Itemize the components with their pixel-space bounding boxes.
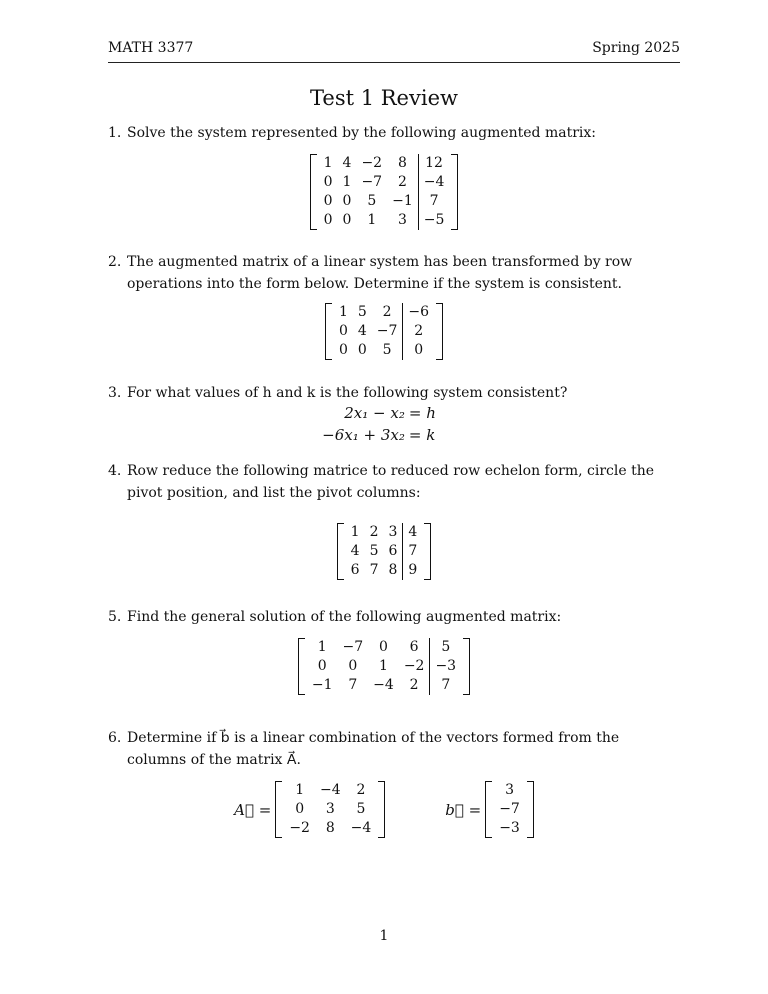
- matrix-entry: −1: [311, 677, 333, 693]
- matrix-entry: 1: [295, 782, 305, 798]
- matrix: [485, 781, 534, 838]
- matrix-entry: 0: [338, 323, 348, 339]
- problem-number: 1.: [108, 125, 122, 141]
- matrix-entry: 0: [379, 639, 388, 655]
- matrix-row: [307, 638, 461, 657]
- matrix-row: [494, 819, 525, 838]
- problem-5: [108, 606, 680, 628]
- problem-number: 5.: [108, 609, 122, 625]
- matrix-entry: 0: [342, 193, 352, 209]
- matrix-entry: 2: [397, 174, 407, 190]
- matrix-entry: 8: [325, 820, 335, 836]
- problem-2-matrix-block: [0, 303, 768, 360]
- problem-5-matrix-block: [0, 638, 768, 695]
- matrix-entry: 3: [325, 801, 335, 817]
- problem-1-matrix-block: [0, 154, 768, 230]
- matrix-entry: 5: [357, 304, 367, 320]
- right-bracket: [527, 781, 534, 838]
- matrix-row: [494, 800, 525, 819]
- matrix-entry: −7: [376, 323, 398, 339]
- matrix-entry: 0: [342, 212, 352, 228]
- right-bracket: [436, 303, 443, 360]
- equation-1-rhs: = h: [408, 404, 436, 422]
- problem-text: Row reduce the following matrice to reduced row echelon form, circle the pivot position, and list the pivot columns:: [127, 463, 655, 501]
- left-bracket: [485, 781, 492, 838]
- matrix-row: [334, 322, 434, 341]
- matrix-entry: 6: [388, 543, 398, 559]
- matrix-entry: 5: [367, 193, 377, 209]
- augmented-entry: 0: [403, 341, 434, 360]
- problem-3: [108, 382, 680, 404]
- problem-text: Find the general solution of the following augmented matrix:: [127, 609, 562, 625]
- matrix-row: [284, 781, 376, 800]
- problem-4: [108, 460, 680, 504]
- matrix-row: [319, 173, 450, 192]
- left-bracket: [325, 303, 332, 360]
- matrix-row: [346, 561, 423, 580]
- page-number: 1: [379, 928, 389, 944]
- page-title: Test 1 Review: [310, 86, 458, 110]
- matrix-entry: 2: [382, 304, 392, 320]
- matrix-entry: 1: [367, 212, 377, 228]
- matrix-entry: 1: [317, 639, 327, 655]
- augmented-entry: 5: [430, 638, 461, 657]
- matrix: [298, 638, 470, 695]
- matrix-row: [307, 657, 461, 676]
- matrix-entry: −4: [350, 820, 372, 836]
- matrix-entry: 5: [369, 543, 379, 559]
- header-rule: [108, 62, 680, 63]
- matrix-entry: −7: [361, 174, 383, 190]
- semester: Spring 2025: [592, 40, 680, 56]
- matrix-entry: 4: [350, 543, 360, 559]
- matrix-entry: −4: [319, 782, 341, 798]
- matrix-a-label: A⃗ =: [234, 800, 272, 819]
- right-bracket: [451, 154, 458, 230]
- matrix-entry: 6: [350, 562, 360, 578]
- problem-number: 4.: [108, 463, 122, 479]
- matrix-entry: 8: [397, 155, 407, 171]
- matrix-entry: 5: [356, 801, 366, 817]
- matrix-row: [307, 676, 461, 695]
- augmented-entry: 12: [418, 154, 449, 173]
- equation-2-rhs: = k: [408, 426, 436, 444]
- matrix: [275, 781, 385, 838]
- problem-number: 2.: [108, 254, 122, 270]
- augmented-entry: −4: [418, 173, 449, 192]
- matrix-row: [284, 819, 376, 838]
- augmented-entry: −6: [403, 303, 434, 322]
- matrix: [325, 303, 443, 360]
- matrix-entry: 6: [409, 639, 419, 655]
- matrix-row: [334, 303, 434, 322]
- left-bracket: [337, 523, 344, 580]
- matrix-entry: 1: [342, 174, 352, 190]
- problem-text: For what values of h and k is the following system consistent?: [127, 385, 568, 401]
- augmented-entry: −3: [430, 657, 461, 676]
- matrix-row: [346, 523, 423, 542]
- matrix-entry: −3: [499, 820, 520, 836]
- left-bracket: [275, 781, 282, 838]
- augmented-entry: 4: [403, 523, 422, 542]
- problem-1: [108, 122, 680, 144]
- matrix-entry: 7: [348, 677, 358, 693]
- matrix-entry: 2: [369, 524, 379, 540]
- problem-6-matrices: [0, 781, 768, 838]
- matrix-entry: 1: [323, 155, 333, 171]
- problem-3-equations: [0, 404, 768, 444]
- matrix-entry: 4: [357, 323, 367, 339]
- matrix-row: [494, 781, 525, 800]
- matrix-row: [319, 211, 450, 230]
- matrix-entry: 3: [505, 782, 514, 798]
- matrix-entry: 0: [323, 174, 333, 190]
- augmented-entry: 7: [403, 542, 422, 561]
- matrix-entry: −7: [499, 801, 520, 817]
- matrix-entry: 4: [342, 155, 352, 171]
- matrix-entry: −1: [392, 193, 413, 209]
- problem-text: The augmented matrix of a linear system has been transformed by row operations into the form below. Determine if the system is consistent.: [127, 254, 633, 292]
- problem-number: 3.: [108, 385, 122, 401]
- matrix-entry: −2: [289, 820, 310, 836]
- matrix-entry: 3: [397, 212, 407, 228]
- problem-number: 6.: [108, 730, 122, 746]
- matrix: [337, 523, 432, 580]
- problem-6: [108, 727, 680, 771]
- matrix-entry: 0: [357, 342, 367, 358]
- augmented-entry: 2: [403, 322, 434, 341]
- matrix-entry: −4: [373, 677, 394, 693]
- augmented-entry: 7: [418, 192, 449, 211]
- left-bracket: [310, 154, 317, 230]
- course-code: MATH 3377: [108, 40, 194, 56]
- matrix-entry: 0: [317, 658, 327, 674]
- matrix-row: [284, 800, 376, 819]
- problem-2: [108, 251, 680, 295]
- equation-2-lhs: −6x₁ + 3x₂: [322, 426, 405, 444]
- matrix-entry: 0: [348, 658, 358, 674]
- problem-text: Solve the system represented by the following augmented matrix:: [127, 125, 596, 141]
- left-bracket: [298, 638, 305, 695]
- augmented-entry: −5: [418, 211, 449, 230]
- matrix-entry: 2: [356, 782, 366, 798]
- matrix-entry: 0: [323, 193, 333, 209]
- matrix-entry: 8: [388, 562, 398, 578]
- right-bracket: [424, 523, 431, 580]
- right-bracket: [378, 781, 385, 838]
- matrix-row: [319, 192, 450, 211]
- matrix-row: [346, 542, 423, 561]
- matrix-entry: 5: [382, 342, 392, 358]
- matrix-entry: −2: [403, 658, 425, 674]
- matrix-entry: 0: [338, 342, 348, 358]
- matrix-entry: 3: [388, 524, 398, 540]
- matrix-entry: 2: [409, 677, 419, 693]
- augmented-entry: 9: [403, 561, 422, 580]
- matrix-entry: 0: [295, 801, 305, 817]
- matrix-entry: 0: [323, 212, 333, 228]
- matrix: [310, 154, 459, 230]
- problem-4-matrix-block: [0, 523, 768, 580]
- matrix-entry: 1: [379, 658, 388, 674]
- matrix-row: [334, 341, 434, 360]
- matrix-entry: −2: [361, 155, 383, 171]
- matrix-entry: −7: [342, 639, 364, 655]
- problem-text: Determine if b⃗ is a linear combination of the vectors formed from the columns of the matrix A⃗.: [127, 730, 620, 768]
- matrix-entry: 7: [369, 562, 379, 578]
- matrix-entry: 1: [350, 524, 360, 540]
- right-bracket: [463, 638, 470, 695]
- equation-1-lhs: 2x₁ − x₂: [344, 404, 405, 422]
- vector-b-label: b⃗ =: [445, 800, 482, 819]
- matrix-row: [319, 154, 450, 173]
- matrix-entry: 1: [338, 304, 348, 320]
- augmented-entry: 7: [430, 676, 461, 695]
